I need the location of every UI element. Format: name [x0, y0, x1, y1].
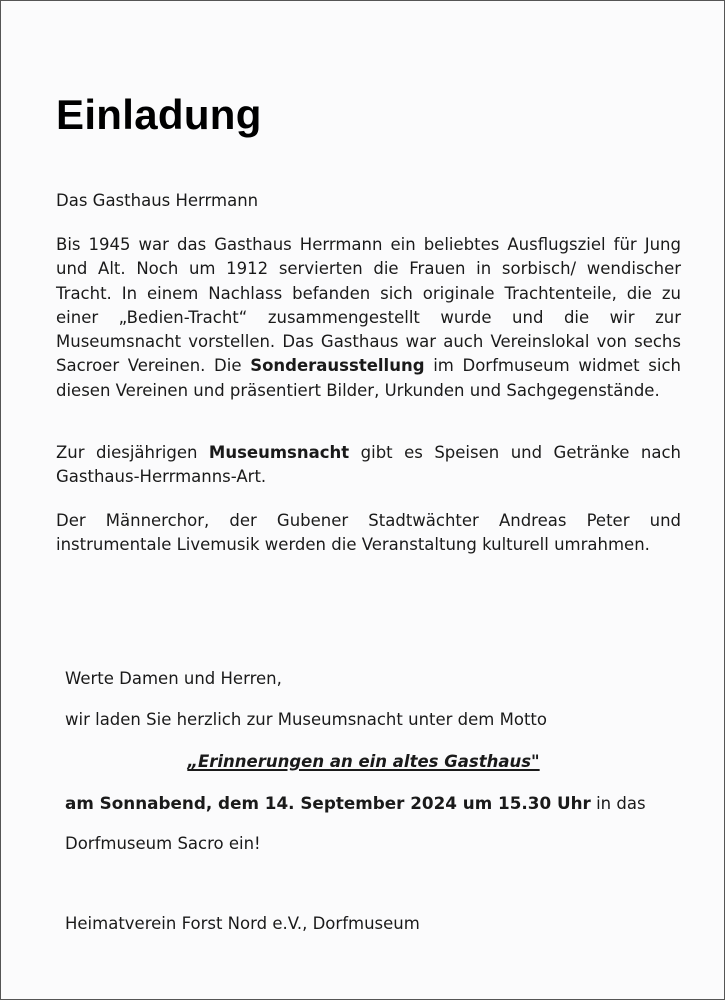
greeting: Werte Damen und Herren,	[65, 669, 282, 688]
event-date-suffix: in das	[596, 794, 646, 813]
paragraph-food-part2: gibt es Speisen und Getränke nach Gasthaus-Herrmanns-Art.	[56, 443, 682, 487]
page-title: Einladung	[56, 91, 262, 138]
highlight-museumsnacht: Museumsnacht	[208, 443, 350, 462]
motto	[1, 751, 725, 773]
paragraph-food	[56, 441, 681, 490]
event-date-bold: am Sonnabend, dem 14. September 2024 um 15.30 Uhr	[65, 793, 591, 813]
paragraph-music	[56, 509, 681, 558]
event-date	[65, 792, 705, 815]
paragraph-food-text	[56, 441, 681, 490]
section-heading	[56, 189, 681, 213]
invitation-text: wir laden Sie herzlich zur Museumsnacht unter dem Motto	[65, 710, 547, 729]
motto-text: „Erinnerungen an ein altes Gasthaus"	[187, 752, 540, 771]
paragraph-history	[56, 233, 681, 403]
highlight-sonderausstellung: Sonderausstellung	[250, 356, 425, 376]
paragraph-history-part2: im Dorfmuseum widmet sich diesen Vereinen und präsentiert Bilder, Urkunden und Sachgegenstände.	[56, 356, 681, 400]
paragraph-history-part1: Bis 1945 war das Gasthaus Herrmann ein beliebtes Ausflugsziel für Jung und Alt. Noch um 1912 servierten die Frauen in sorbisch/ wendischer Tracht. In einem Nachlass befanden sich originale Trachtenteile, die zu einer „Bedien-Tracht“ zusammengestellt wurde und die wir zur Museumsnacht vorstellen. Das Gasthaus war auch Vereinslokal von sechs Sacroer Vereinen. Die	[56, 235, 681, 376]
paragraph-music-text: Der Männerchor, der Gubener Stadtwächter Andreas Peter und instrumentale Livemusik werden die Veranstaltung kulturell umrahmen.	[56, 511, 681, 555]
event-place: Dorfmuseum Sacro ein!	[65, 834, 261, 853]
section-heading-text: Das Gasthaus Herrmann	[56, 191, 259, 210]
paragraph-history-text	[56, 233, 681, 403]
signature: Heimatverein Forst Nord e.V., Dorfmuseum	[65, 914, 420, 933]
paragraph-food-part1: Zur diesjährigen	[56, 443, 198, 462]
